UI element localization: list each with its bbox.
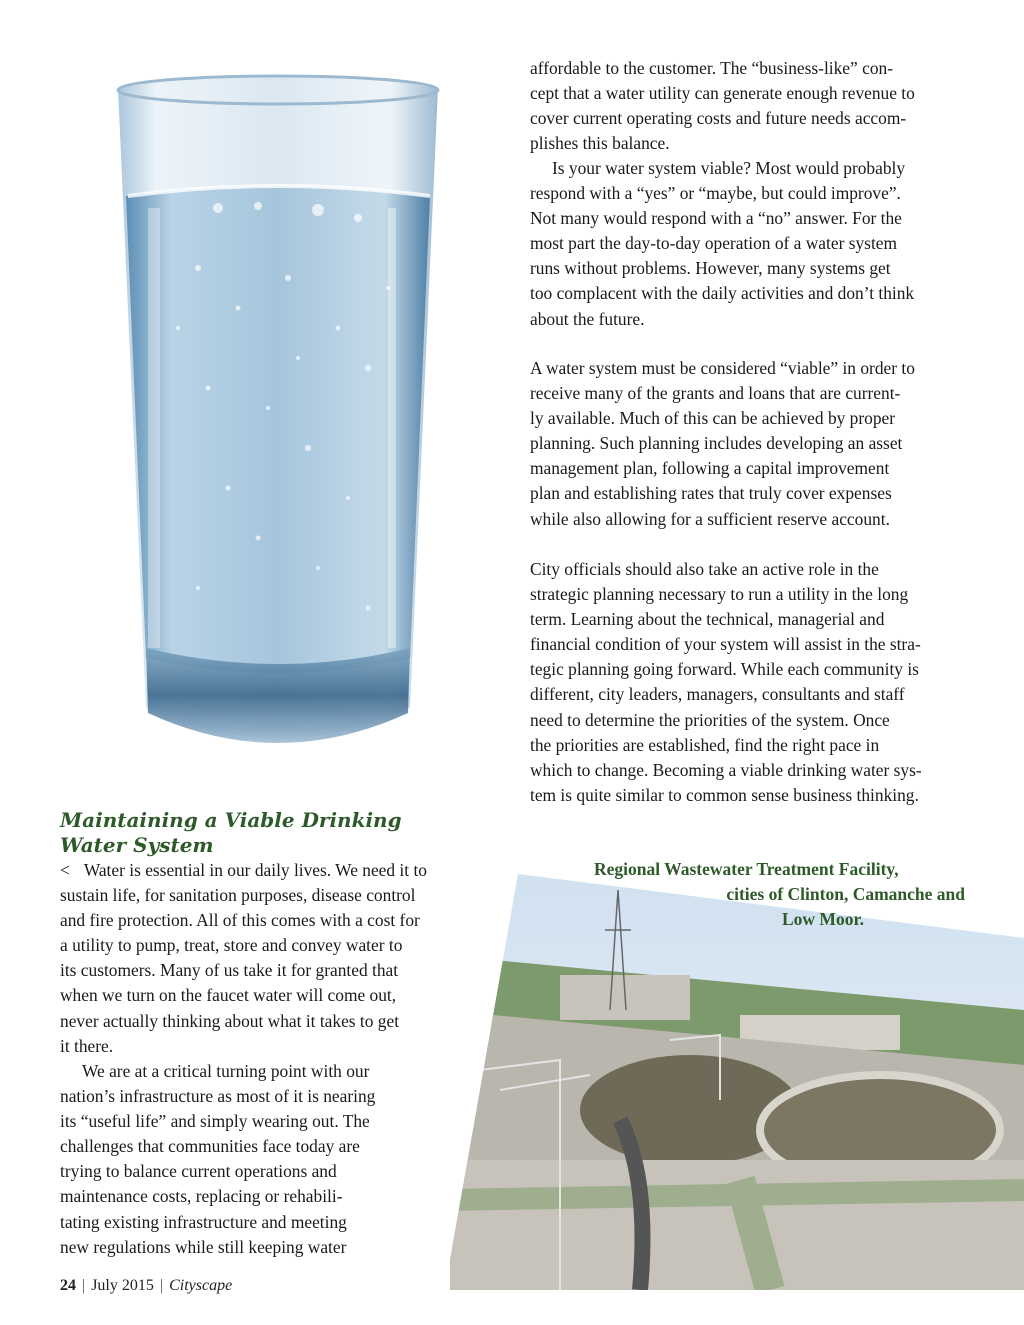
text-line: term. Learning about the technical, managerial and: [530, 609, 885, 630]
text-line: nation’s infrastructure as most of it is nearing: [60, 1086, 376, 1107]
text-line: different, city leaders, managers, consultants and staff: [530, 684, 905, 705]
text-line: maintenance costs, replacing or rehabili-: [60, 1186, 343, 1207]
caption-line: Low Moor.: [782, 909, 864, 929]
footer-separator: |: [159, 1277, 164, 1294]
text-line: a utility to pump, treat, store and convey water to: [60, 935, 403, 956]
text-line: Not many would respond with a “no” answer. For the: [530, 208, 902, 229]
caption-line: Regional Wastewater Treatment Facility,: [594, 859, 899, 879]
text-line: financial condition of your system will assist in the stra-: [530, 634, 921, 655]
text-line: and fire protection. All of this comes with a cost for: [60, 910, 420, 931]
text-line: it there.: [60, 1035, 114, 1056]
text-line: which to change. Becoming a viable drinking water sys-: [530, 759, 922, 780]
text-line: trying to balance current operations and: [60, 1161, 337, 1182]
right-paragraph-2: [530, 156, 914, 332]
water-glass-photo: [108, 68, 448, 758]
text-line: planning. Such planning includes developing an asset: [530, 433, 903, 454]
text-line: cover current operating costs and future needs accom-: [530, 108, 907, 129]
text-line: strategic planning necessary to run a utility in the long: [530, 584, 909, 605]
text-line: receive many of the grants and loans that are current-: [530, 383, 901, 404]
text-line: runs without problems. However, many systems get: [530, 258, 891, 279]
text-line: Is your water system viable? Most would probably: [552, 158, 906, 178]
page-footer: [60, 1277, 232, 1295]
article-title-line: Water System: [60, 833, 214, 857]
article-title: [60, 808, 480, 858]
text-line: management plan, following a capital improvement: [530, 458, 890, 479]
text-line: never actually thinking about what it takes to get: [60, 1010, 400, 1031]
text-line: sustain life, for sanitation purposes, disease control: [60, 885, 416, 906]
text-line: too complacent with the daily activities and don’t think: [530, 283, 915, 304]
text-line: ly available. Much of this can be achieved by proper: [530, 408, 896, 429]
photo-caption: [560, 857, 965, 932]
text-line: plan and establishing rates that truly cover expenses: [530, 483, 892, 504]
text-line: affordable to the customer. The “business-like” con-: [530, 58, 893, 78]
page-number: 24: [60, 1277, 76, 1294]
text-line: need to determine the priorities of the system. Once: [530, 709, 890, 730]
text-line: We are at a critical turning point with our: [82, 1061, 370, 1081]
publication-name: Cityscape: [169, 1277, 233, 1294]
bullet-marker: <: [60, 860, 70, 880]
text-line: new regulations while still keeping water: [60, 1236, 347, 1257]
text-line: City officials should also take an active role in the: [530, 559, 879, 579]
text-line: cept that a water utility can generate enough revenue to: [530, 83, 915, 104]
right-paragraph-4: [530, 557, 922, 808]
text-line: the priorities are established, find the right pace in: [530, 734, 880, 755]
caption-line: cities of Clinton, Camanche and: [726, 884, 965, 904]
text-line: respond with a “yes” or “maybe, but could improve”.: [530, 183, 901, 204]
text-line: about the future.: [530, 308, 645, 329]
text-line: challenges that communities face today are: [60, 1136, 360, 1157]
left-paragraph-2: [60, 1059, 375, 1260]
issue-date: July 2015: [91, 1277, 154, 1294]
text-line: Water is essential in our daily lives. We need it to: [83, 860, 427, 880]
text-line: tegic planning going forward. While each community is: [530, 659, 919, 680]
text-line: most part the day-to-day operation of a water system: [530, 233, 898, 254]
text-line: tem is quite similar to common sense business thinking.: [530, 784, 919, 805]
footer-separator: |: [82, 1277, 86, 1294]
left-paragraph-1: [60, 858, 427, 1059]
right-paragraph-1: [530, 56, 915, 156]
text-line: tating existing infrastructure and meeting: [60, 1211, 347, 1232]
text-line: plishes this balance.: [530, 133, 670, 154]
text-line: while also allowing for a sufficient reserve account.: [530, 508, 890, 529]
article-title-line: Maintaining a Viable Drinking: [60, 808, 402, 832]
right-paragraph-3: [530, 356, 915, 532]
text-line: when we turn on the faucet water will come out,: [60, 985, 397, 1006]
text-line: A water system must be considered “viable” in order to: [530, 358, 915, 378]
text-line: its “useful life” and simply wearing out. The: [60, 1111, 370, 1132]
text-line: its customers. Many of us take it for granted that: [60, 960, 399, 981]
